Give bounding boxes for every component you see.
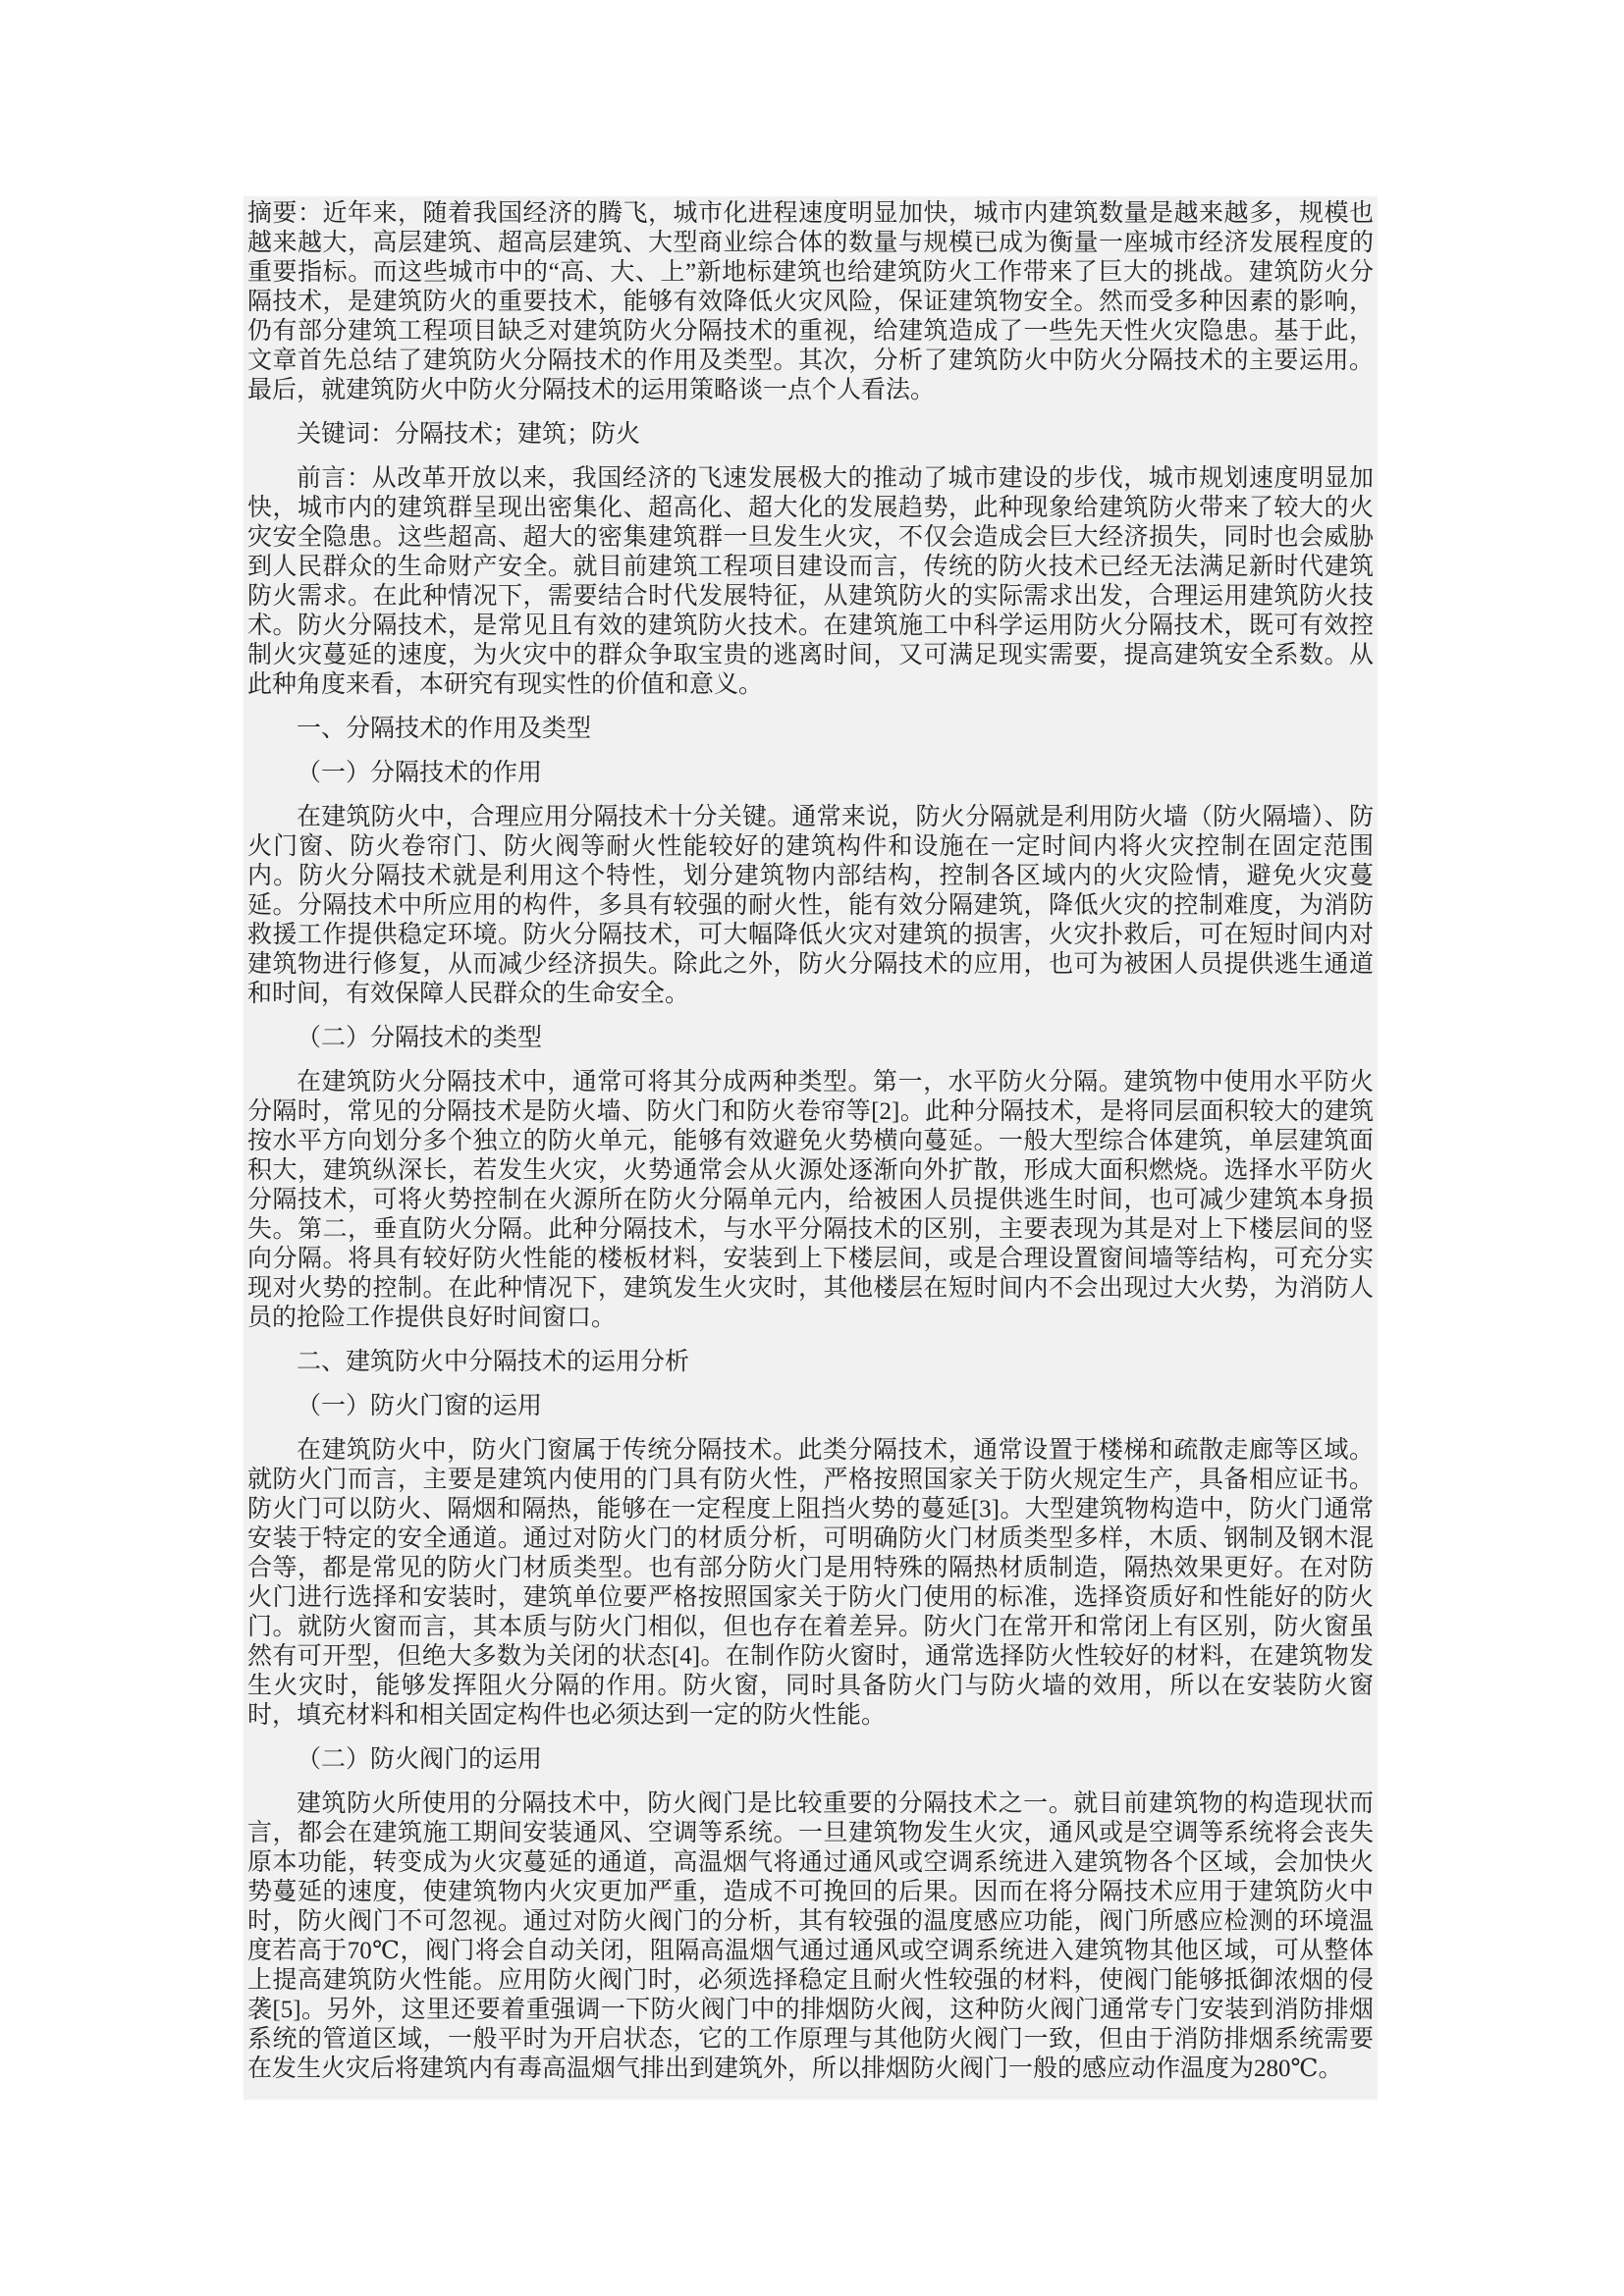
- section-2-heading: 二、建筑防火中分隔技术的运用分析: [297, 1349, 690, 1375]
- section-2-2-heading: （二）防火阀门的运用: [297, 1746, 543, 1773]
- abstract-paragraph: 摘要：近年来，随着我国经济的腾飞，城市化进程速度明显加快，城市内建筑数量是越来越多，规模也越来越大，高层建筑、超高层建筑、大型商业综合体的数量与规模已成为衡量一座城市经济发展程度的重要指标。而这些城市中的“高、大、上”新地标建筑也给建筑防火工作带来了巨大的挑战。建筑防火分隔技术，是建筑防火的重要技术，能够有效降低火灾风险，保证建筑物安全。然而受多种因素的影响，仍有部分建筑工程项目缺乏对建筑防火分隔技术的重视，给建筑造成了一些先天性火灾隐患。基于此，文章首先总结了建筑防火分隔技术的作用及类型。其次，分析了建筑防火中防火分隔技术的主要运用。最后，就建筑防火中防火分隔技术的运用策略谈一点个人看法。: [247, 200, 1374, 403]
- section-1-1-heading: （一）分隔技术的作用: [297, 760, 543, 786]
- section-2-1-paragraph: 在建筑防火中，防火门窗属于传统分隔技术。此类分隔技术，通常设置于楼梯和疏散走廊等区域。就防火门而言，主要是建筑内使用的门具有防火性，严格按照国家关于防火规定生产，具备相应证书。防火门可以防火、隔烟和隔热，能够在一定程度上阻挡火势的蔓延[3]。大型建筑物构造中，防火门通常安装于特定的安全通道。通过对防火门的材质分析，可明确防火门材质类型多样，木质、钢制及钢木混合等，都是常见的防火门材质类型。也有部分防火门是用特殊的隔热材质制造，隔热效果更好。在对防火门进行选择和安装时，建筑单位要严格按照国家关于防火门使用的标准，选择资质好和性能好的防火门。就防火窗而言，其本质与防火门相似，但也存在着差异。防火门在常开和常闭上有区别，防火窗虽然有可开型，但绝大多数为关闭的状态[4]。在制作防火窗时，通常选择防火性较好的材料，在建筑物发生火灾时，能够发挥阻火分隔的作用。防火窗，同时具备防火门与防火墙的效用，所以在安装防火窗时，填充材料和相关固定构件也必须达到一定的防火性能。: [247, 1437, 1374, 1729]
- section-2-1-heading: （一）防火门窗的运用: [297, 1393, 543, 1419]
- section-1-heading: 一、分隔技术的作用及类型: [297, 716, 592, 742]
- keywords-line: 关键词：分隔技术；建筑；防火: [297, 421, 641, 448]
- intro-paragraph: 前言：从改革开放以来，我国经济的飞速发展极大的推动了城市建设的步伐，城市规划速度明显加快，城市内的建筑群呈现出密集化、超高化、超大化的发展趋势，此种现象给建筑防火带来了较大的火灾安全隐患。这些超高、超大的密集建筑群一旦发生火灾，不仅会造成会巨大经济损失，同时也会威胁到人民群众的生命财产安全。就目前建筑工程项目建设而言，传统的防火技术已经无法满足新时代建筑防火需求。在此种情况下，需要结合时代发展特征，从建筑防火的实际需求出发，合理运用建筑防火技术。防火分隔技术，是常见且有效的建筑防火技术。在建筑施工中科学运用防火分隔技术，既可有效控制火灾蔓延的速度，为火灾中的群众争取宝贵的逃离时间，又可满足现实需要，提高建筑安全系数。从此种角度来看，本研究有现实性的价值和意义。: [247, 465, 1374, 698]
- section-1-2-paragraph: 在建筑防火分隔技术中，通常可将其分成两种类型。第一，水平防火分隔。建筑物中使用水平防火分隔时，常见的分隔技术是防火墙、防火门和防火卷帘等[2]。此种分隔技术，是将同层面积较大的建筑按水平方向划分多个独立的防火单元，能够有效避免火势横向蔓延。一般大型综合体建筑，单层建筑面积大，建筑纵深长，若发生火灾，火势通常会从火源处逐渐向外扩散，形成大面积燃烧。选择水平防火分隔技术，可将火势控制在火源所在防火分隔单元内，给被困人员提供逃生时间，也可减少建筑本身损失。第二，垂直防火分隔。此种分隔技术，与水平分隔技术的区别，主要表现为其是对上下楼层间的竖向分隔。将具有较好防火性能的楼板材料，安装到上下楼层间，或是合理设置窗间墙等结构，可充分实现对火势的控制。在此种情况下，建筑发生火灾时，其他楼层在短时间内不会出现过大火势，为消防人员的抢险工作提供良好时间窗口。: [247, 1069, 1374, 1331]
- article-body: [244, 196, 1378, 2100]
- section-1-2-heading: （二）分隔技术的类型: [297, 1025, 543, 1051]
- section-2-2-paragraph: 建筑防火所使用的分隔技术中，防火阀门是比较重要的分隔技术之一。就目前建筑物的构造现状而言，都会在建筑施工期间安装通风、空调等系统。一旦建筑物发生火灾，通风或是空调等系统将会丧失原本功能，转变成为火灾蔓延的通道，高温烟气将通过通风或空调系统进入建筑物各个区域，会加快火势蔓延的速度，使建筑物内火灾更加严重，造成不可挽回的后果。因而在将分隔技术应用于建筑防火中时，防火阀门不可忽视。通过对防火阀门的分析，其有较强的温度感应功能，阀门所感应检测的环境温度若高于70℃，阀门将会自动关闭，阻隔高温烟气通过通风或空调系统进入建筑物其他区域，可从整体上提高建筑防火性能。应用防火阀门时，必须选择稳定且耐火性较强的材料，使阀门能够抵御浓烟的侵袭[5]。另外，这里还要着重强调一下防火阀门中的排烟防火阀，这种防火阀门通常专门安装到消防排烟系统的管道区域，一般平时为开启状态，它的工作原理与其他防火阀门一致，但由于消防排烟系统需要在发生火灾后将建筑内有毒高温烟气排出到建筑外，所以排烟防火阀门一般的感应动作温度为280℃。: [247, 1790, 1374, 2082]
- section-1-1-paragraph: 在建筑防火中，合理应用分隔技术十分关键。通常来说，防火分隔就是利用防火墙（防火隔墙）、防火门窗、防火卷帘门、防火阀等耐火性能较好的建筑构件和设施在一定时间内将火灾控制在固定范围内。防火分隔技术就是利用这个特性，划分建筑物内部结构，控制各区域内的火灾险情，避免火灾蔓延。分隔技术中所应用的构件，多具有较强的耐火性，能有效分隔建筑，降低火灾的控制难度，为消防救援工作提供稳定环境。防火分隔技术，可大幅降低火灾对建筑的损害，火灾扑救后，可在短时间内对建筑物进行修复，从而减少经济损失。除此之外，防火分隔技术的应用，也可为被困人员提供逃生通道和时间，有效保障人民群众的生命安全。: [247, 804, 1374, 1007]
